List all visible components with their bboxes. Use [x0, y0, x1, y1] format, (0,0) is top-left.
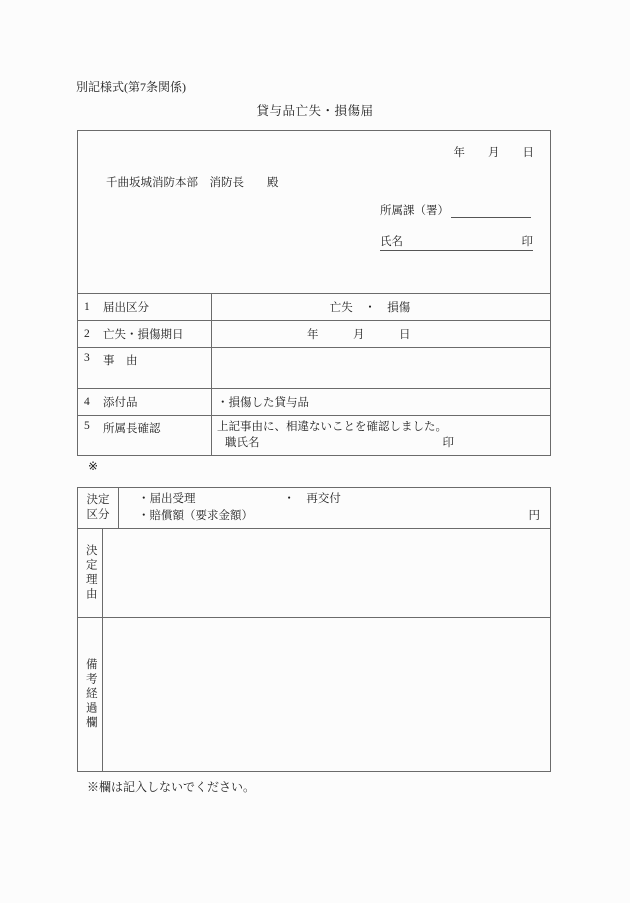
- option-report-accepted: ・届出受理: [138, 493, 196, 505]
- row-label: 届出区分: [103, 302, 149, 314]
- footer-instruction-note: ※欄は記入しないでください。: [87, 780, 256, 794]
- seal-label: 印: [521, 236, 533, 248]
- name-line: [380, 233, 533, 251]
- table-row-loss-date: [78, 320, 550, 347]
- decision-options-line2: [138, 508, 540, 525]
- loss-date-field[interactable]: 年 月 日: [307, 329, 411, 341]
- seal-label: 印: [442, 437, 454, 449]
- affiliation-input-line[interactable]: [451, 205, 531, 218]
- form-style-note: 別記様式(第7条関係): [76, 80, 186, 94]
- table-row-report-type: [78, 293, 550, 320]
- row-label: 添付品: [103, 397, 138, 409]
- reason-input-area[interactable]: [212, 348, 550, 388]
- row-number: 5: [84, 420, 90, 432]
- report-table: [77, 130, 551, 456]
- row-number: 1: [84, 301, 90, 313]
- row-label-cell: [78, 348, 212, 388]
- remarks-row: [78, 617, 550, 771]
- row-label: 事 由: [103, 355, 138, 367]
- remarks-label-cell: [78, 618, 103, 771]
- table-row-attachment: [78, 388, 550, 415]
- title-name-label: 職氏名: [225, 437, 260, 449]
- decision-reason-input-area[interactable]: [103, 529, 550, 617]
- attachment-value: ・損傷した貸与品: [217, 397, 309, 409]
- report-type-options: 亡失 ・ 損傷: [329, 302, 411, 314]
- confirmation-statement: 上記事由に、相違ないことを確認しました。: [217, 421, 447, 433]
- office-use-asterisk: ※: [88, 459, 99, 473]
- page-title: 貸与品亡失・損傷届: [256, 104, 374, 118]
- decision-reason-row: [78, 528, 550, 617]
- row-number: 2: [84, 328, 90, 340]
- decision-options-line1: [138, 491, 540, 508]
- addressee-line: 千曲坂城消防本部 消防長 殿: [106, 177, 279, 189]
- affiliation-label: 所属課（署）: [380, 205, 449, 217]
- decision-label-line1: 決定: [86, 494, 110, 506]
- report-header: [78, 131, 550, 293]
- option-compensation: ・賠償額（要求金額）: [138, 510, 253, 522]
- row-label: 亡失・損傷期日: [103, 329, 184, 341]
- decision-type-row: [78, 488, 550, 528]
- option-reissue: ・ 再交付: [283, 493, 341, 505]
- confirmation-signature-line: [217, 435, 550, 451]
- confirmation-cell: [212, 416, 550, 455]
- decision-type-label-cell: [78, 488, 119, 528]
- decision-label-line2: 区分: [86, 509, 110, 521]
- table-row-supervisor-confirmation: [78, 415, 550, 455]
- decision-options-cell: [119, 488, 550, 528]
- affiliation-line: [380, 202, 531, 218]
- decision-reason-label: 決定理由: [84, 544, 97, 602]
- decision-reason-label-cell: [78, 529, 103, 617]
- date-line: 年 月 日: [453, 147, 534, 159]
- name-label: 氏名: [380, 236, 403, 248]
- row-label-cell: [78, 294, 212, 320]
- row-label-cell: [78, 389, 212, 415]
- row-label-cell: [78, 416, 212, 455]
- row-label-cell: [78, 321, 212, 347]
- row-label: 所属長確認: [103, 423, 161, 435]
- row-number: 3: [84, 352, 90, 364]
- yen-unit-label: 円: [528, 510, 540, 522]
- table-row-reason: [78, 347, 550, 388]
- row-number: 4: [84, 396, 90, 408]
- office-use-table: [77, 487, 551, 772]
- remarks-input-area[interactable]: [103, 618, 550, 771]
- remarks-label: 備考経過欄: [84, 658, 97, 731]
